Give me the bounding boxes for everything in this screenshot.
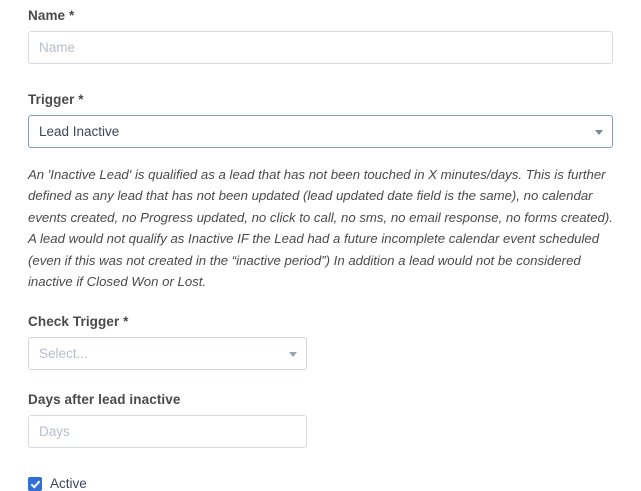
- spacer: [28, 64, 613, 92]
- trigger-field-group: [28, 92, 613, 148]
- spacer: [28, 370, 613, 392]
- trigger-field-label: Trigger *: [28, 92, 84, 107]
- check-trigger-select[interactable]: [28, 337, 307, 370]
- chevron-down-icon: [595, 130, 603, 135]
- check-trigger-field-label: Check Trigger *: [28, 314, 129, 330]
- check-trigger-field-group: [28, 314, 613, 370]
- spacer: [28, 448, 613, 470]
- name-field-label: Name *: [28, 8, 75, 23]
- check-trigger-select-value[interactable]: Select...: [28, 337, 307, 370]
- days-input[interactable]: [28, 415, 307, 448]
- spacer: [28, 292, 613, 314]
- days-field-label: Days after lead inactive: [28, 392, 181, 408]
- name-input[interactable]: [28, 31, 613, 64]
- days-field-group: [28, 392, 613, 448]
- trigger-help-text: An 'Inactive Lead' is qualified as a lead that has not been touched in X minutes/days. This is further defined as any lead that has not been updated (lead updated date field is the same), no calendar events created, no Progress updated, no click to call, no sms, no email response, no forms created). A lead would not qualify as Inactive IF the Lead had a future incomplete calendar event scheduled (even if this was not created in the “inactive period”) In addition a lead would not be considered inactive if Closed Won or Lost.: [28, 167, 613, 289]
- name-field-group: [28, 8, 613, 64]
- trigger-select[interactable]: [28, 115, 613, 148]
- active-checkbox-label: Active: [50, 476, 87, 491]
- trigger-select-value[interactable]: Lead Inactive: [28, 115, 613, 148]
- chevron-down-icon: [289, 352, 297, 357]
